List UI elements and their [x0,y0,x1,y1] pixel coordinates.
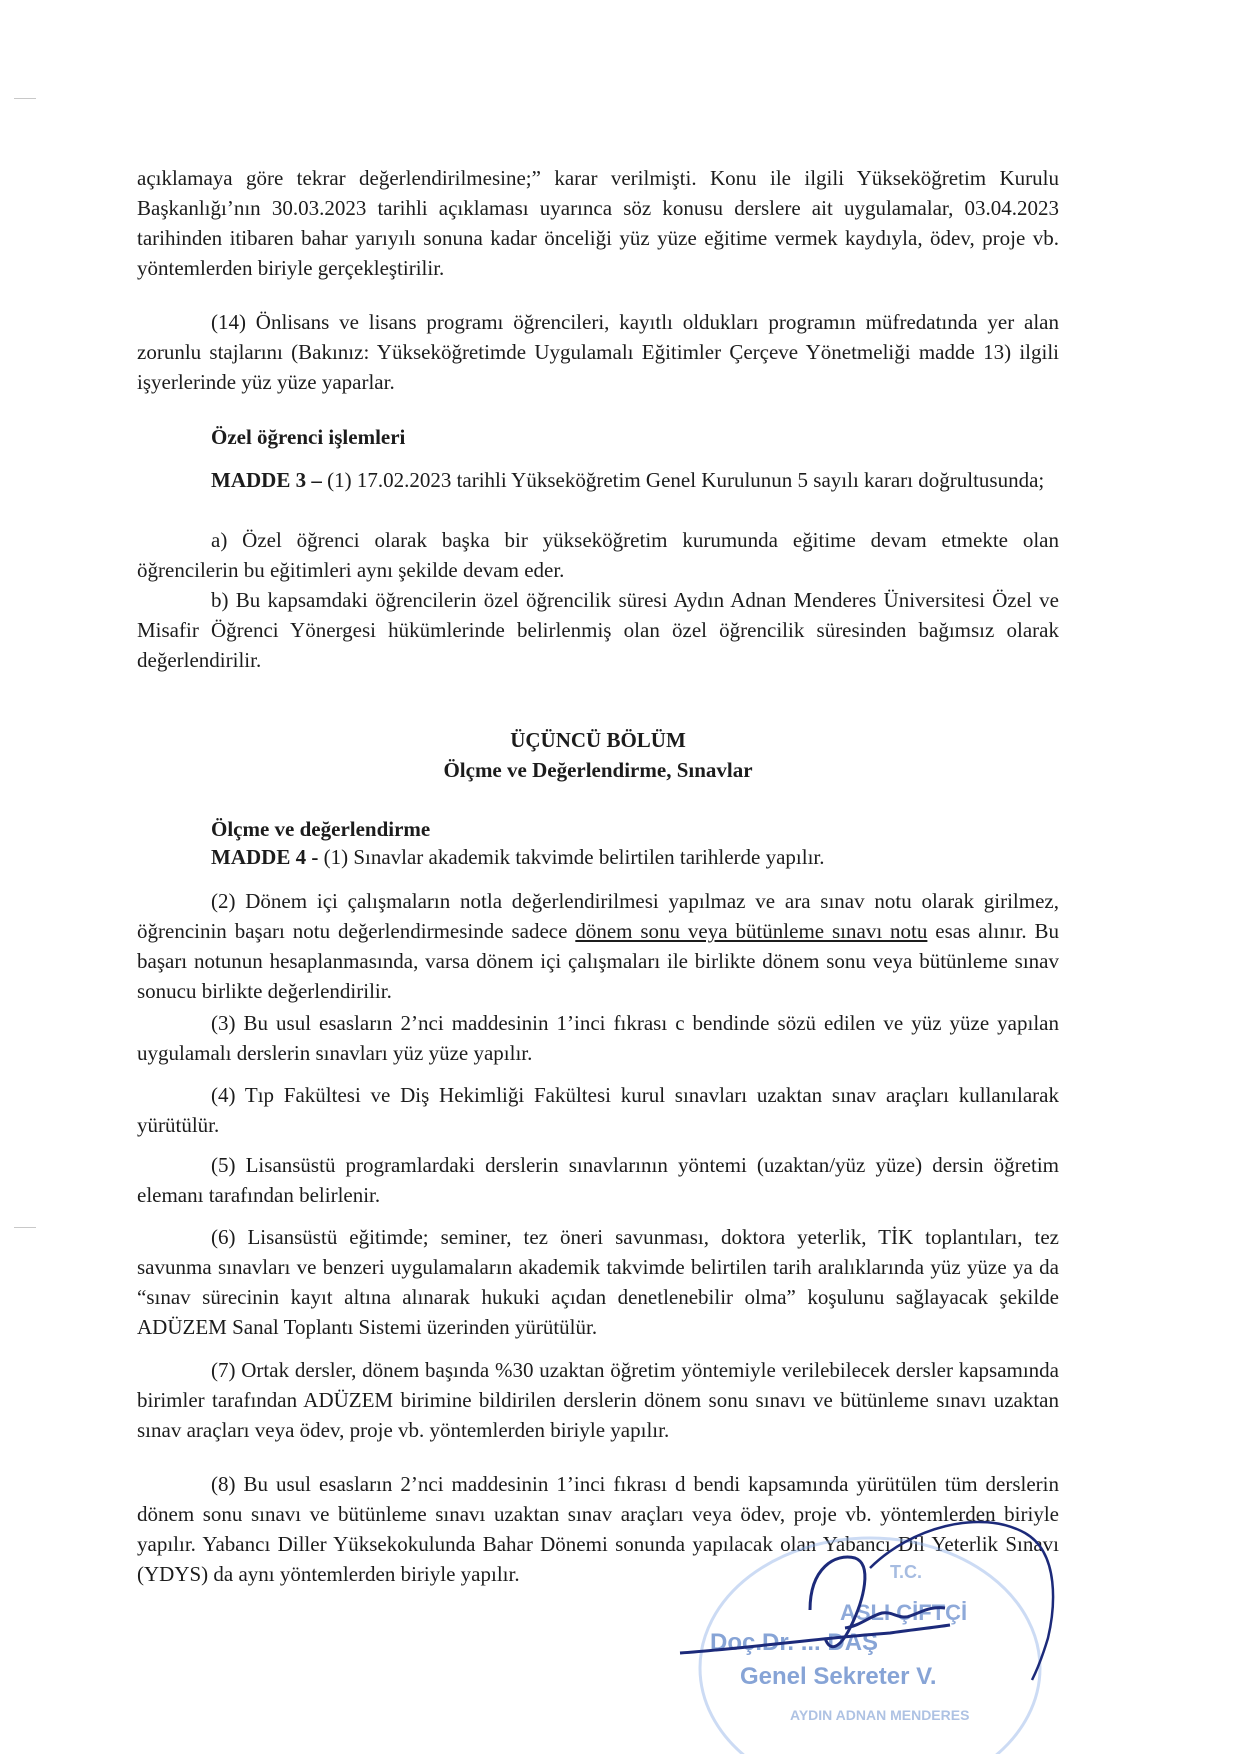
article-4-intro: MADDE 4 - (1) Sınavlar akademik takvimde belirtilen tarihlerde yapılır. [211,845,825,869]
stamp-text: ASLI ÇİFTÇİ [840,1600,968,1625]
paragraph-4-4: (4) Tıp Fakültesi ve Diş Hekimliği Fakültesi kurul sınavları uzaktan sınav araçları kullanılarak yürütülür. [137,1083,1059,1137]
stamp-text: Doç.Dr. ... DAŞ [710,1629,879,1656]
article-3-item-a: a) Özel öğrenci olarak başka bir yükseköğretim kurumunda eğitime devam etmekte olan öğrencilerin bu eğitimleri aynı şekilde devam eder. [137,528,1059,582]
article-3-item-b: b) Bu kapsamdaki öğrencilerin özel öğrencilik süresi Aydın Adnan Menderes Üniversitesi Özel ve Misafir Öğrenci Yönergesi hükümlerinde belirlenmiş olan özel öğrencilik süresinden bağımsız olarak değerlendirilir. [137,588,1059,672]
underlined-phrase: dönem sonu veya bütünleme sınavı notu [575,919,928,943]
stamp-text: AYDIN ADNAN MENDERES [790,1707,970,1723]
paragraph-4-6: (6) Lisansüstü eğitimde; seminer, tez öneri savunması, doktora yeterlik, TİK toplantıları, tez savunma sınavları ve benzeri uygulamaların akademik takvimde belirtilen tarih aralıklarında yüz yüze ya da “sınav sürecinin kayıt altına alınarak hukuki açıdan denetlenebilir olma” koşulunu sağlayacak şekilde ADÜZEM Sanal Toplantı Sistemi üzerinden yürütülür. [137,1225,1059,1339]
paragraph-4-2: (2) Dönem içi çalışmaların notla değerlendirilmesi yapılmaz ve ara sınav notu olarak girilmez, öğrencinin başarı notu değerlendirmesinde sadece dönem sonu veya bütünleme sınavı notu esas alınır. Bu başarı notunun hesaplanmasında, varsa dönem içi çalışmaları ile birlikte dönem sonu veya bütünleme sınav sonucu birlikte değerlendirilir. [137,889,1059,1003]
article-4-label: MADDE 4 - [211,845,319,869]
section-heading-olcme: Ölçme ve değerlendirme [211,817,431,841]
section-heading-ozel-ogrenci: Özel öğrenci işlemleri [211,425,406,449]
article-3-intro: MADDE 3 – (1) 17.02.2023 tarihli Yükseköğretim Genel Kurulunun 5 sayılı kararı doğrultusunda; [211,468,1045,492]
chapter-subtitle: Ölçme ve Değerlendirme, Sınavlar [443,758,753,782]
paragraph-4-3: (3) Bu usul esasların 2’nci maddesinin 1’inci fıkrası c bendinde sözü edilen ve yüz yüze yapılan uygulamalı derslerin sınavları yüz yüze yapılır. [137,1011,1059,1065]
paragraph-4-8: (8) Bu usul esasların 2’nci maddesinin 1’inci fıkrası d bendi kapsamında yürütülen tüm derslerin dönem sonu sınavı ve bütünleme sınavı uzaktan sınav araçları veya ödev, proje vb. yöntemlerden biriyle yapılır. Yabancı Diller Yüksekokulunda Bahar Dönemi sonunda yapılacak olan Yabancı Dil Yeterlik Sınavı (YDYS) da aynı yöntemlerden biriyle yapılır. [137,1472,1059,1586]
article-3-label: MADDE 3 – [211,468,322,492]
stamp-text: Genel Sekreter V. [740,1663,937,1690]
paragraph-4-5: (5) Lisansüstü programlardaki derslerin sınavlarının yöntemi (uzaktan/yüz yüze) dersin öğretim elemanı tarafından belirlenir. [137,1153,1059,1207]
scan-mark [14,98,36,99]
paragraph-4-7: (7) Ortak dersler, dönem başında %30 uzaktan öğretim yöntemiyle verilebilecek dersler kapsamında birimler tarafından ADÜZEM birimine bildirilen derslerin dönem sonu sınavı ve bütünleme sınavı uzaktan sınav araçları veya ödev, proje vb. yöntemlerden biriyle yapılır. [137,1358,1059,1442]
paragraph-14: (14) Önlisans ve lisans programı öğrencileri, kayıtlı oldukları programın müfredatında yer alan zorunlu stajlarını (Bakınız: Yükseköğretimde Uygulamalı Eğitimler Çerçeve Yönetmeliği madde 13) ilgili işyerlerinde yüz yüze yaparlar. [137,310,1059,394]
official-stamp-signature [660,1508,1080,1754]
stamp-text: T.C. [890,1562,923,1582]
scan-mark [14,1227,36,1228]
paragraph-continuation: açıklamaya göre tekrar değerlendirilmesine;” karar verilmişti. Konu ile ilgili Yükseköğretim Kurulu Başkanlığı’nın 30.03.2023 tarihli açıklaması uyarınca söz konusu derslere ait uygulamalar, 03.04.2023 tarihinden itibaren bahar yarıyılı sonuna kadar önceliği yüz yüze eğitime vermek kaydıyla, ödev, proje vb. yöntemlerden biriyle gerçekleştirilir. [137,166,1059,280]
chapter-title: ÜÇÜNCÜ BÖLÜM [510,728,686,752]
